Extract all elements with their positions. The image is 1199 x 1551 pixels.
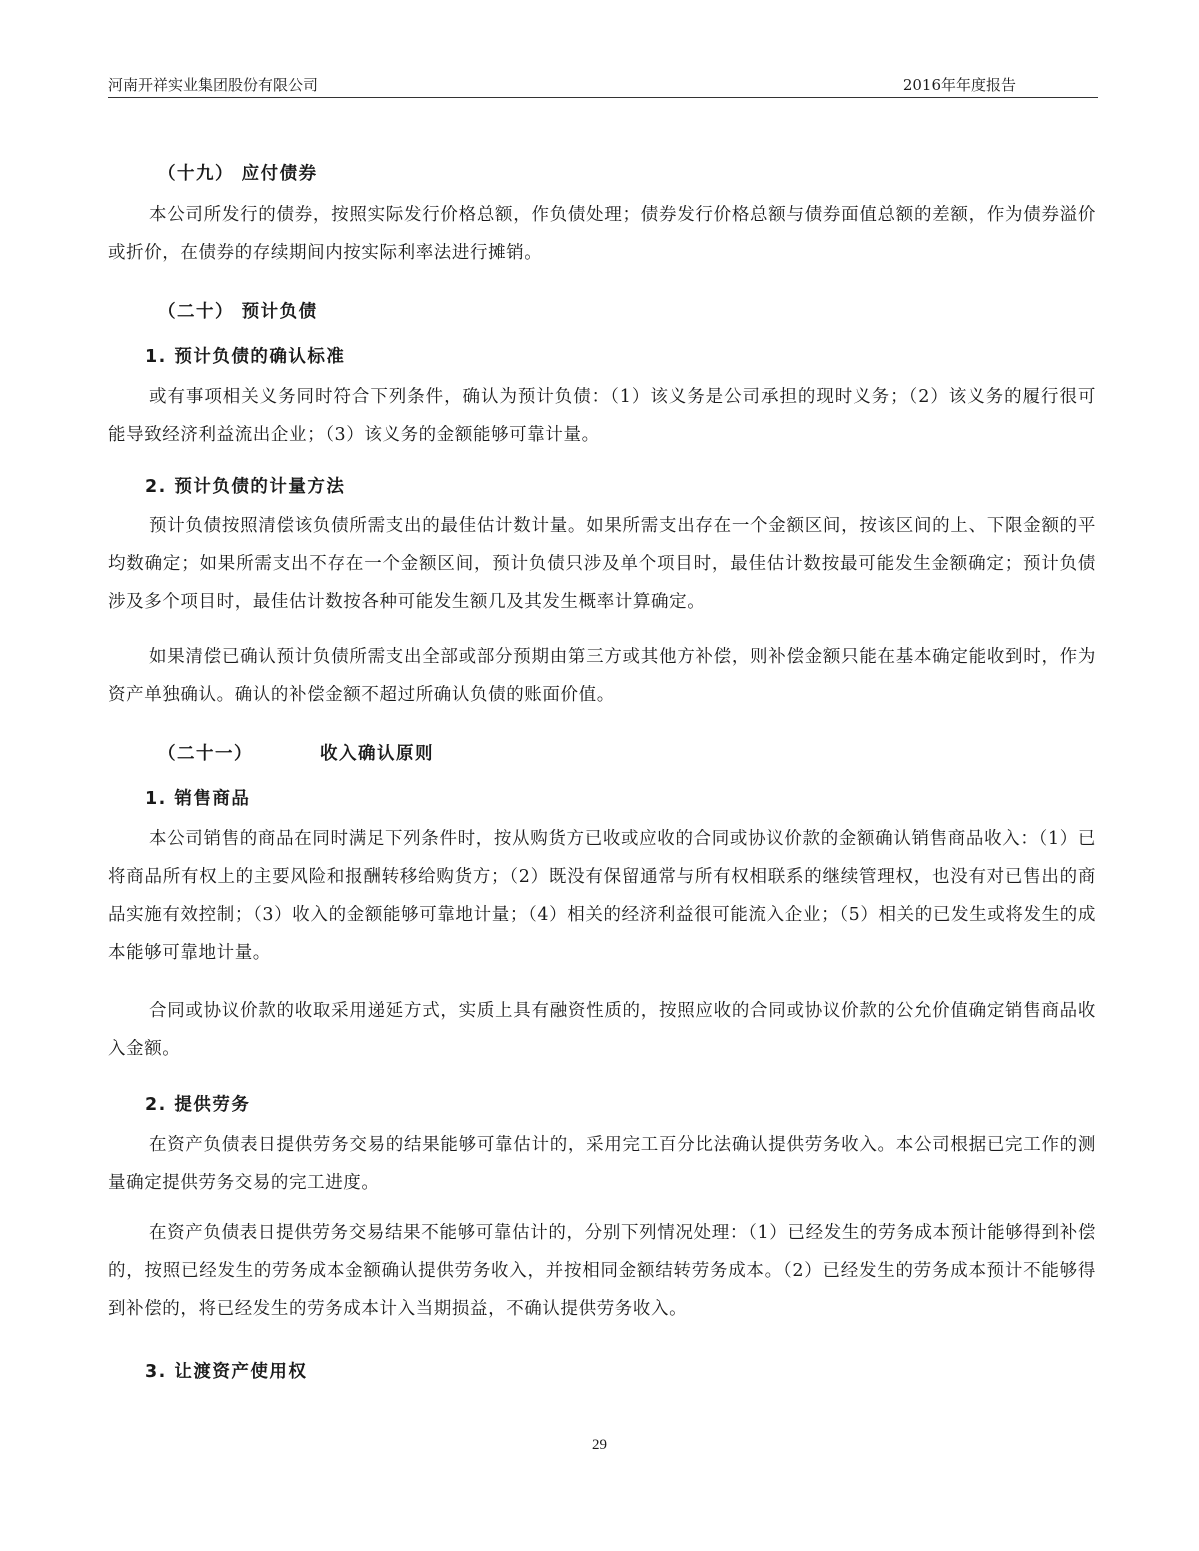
paragraph-services-unreliable: 在资产负债表日提供劳务交易结果不能够可靠估计的，分别下列情况处理：（1）已经发生的劳务成本预计能够得到补偿的，按照已经发生的劳务成本金额确认提供劳务收入，并按相同金额结转劳务成本。（2）已经发生的劳务成本预计不能够得到补偿的，将已经发生的劳务成本计入当期损益，不确认提供劳务收入。	[108, 1223, 1096, 1319]
paragraph-provision-recognition: 或有事项相关义务同时符合下列条件，确认为预计负债：（1）该义务是公司承担的现时义务；（2）该义务的履行很可能导致经济利益流出企业；（3）该义务的金额能够可靠计量。	[108, 387, 1096, 445]
paragraph-deferred-payment: 合同或协议价款的收取采用递延方式，实质上具有融资性质的，按照应收的合同或协议价款的公允价值确定销售商品收入金额。	[108, 1001, 1096, 1059]
report-title: 2016年年度报告	[902, 76, 1016, 94]
section-heading-provisions: （二十） 预计负债	[158, 302, 318, 322]
paragraph-provision-measurement: 预计负债按照清偿该负债所需支出的最佳估计数计量。如果所需支出存在一个金额区间，按该区间的上、下限金额的平均数确定；如果所需支出不存在一个金额区间，预计负债只涉及单个项目时，最佳估计数按最可能发生金额确定；预计负债涉及多个项目时，最佳估计数按各种可能发生额几及其发生概率计算确定。	[108, 516, 1096, 612]
subheading-provision-recognition: 1. 预计负债的确认标准	[145, 347, 346, 367]
paragraph-provision-compensation: 如果清偿已确认预计负债所需支出全部或部分预期由第三方或其他方补偿，则补偿金额只能在基本确定能收到时，作为资产单独确认。确认的补偿金额不超过所确认负债的账面价值。	[108, 647, 1096, 705]
subheading-sale-of-goods: 1. 销售商品	[145, 789, 251, 809]
paragraph-bonds-payable: 本公司所发行的债券，按照实际发行价格总额，作负债处理；债券发行价格总额与债券面值总额的差额，作为债券溢价或折价，在债券的存续期间内按实际利率法进行摊销。	[108, 205, 1096, 263]
company-name: 河南开祥实业集团股份有限公司	[108, 76, 319, 94]
subheading-provision-measurement: 2. 预计负债的计量方法	[145, 477, 346, 497]
subheading-rendering-services: 2. 提供劳务	[145, 1095, 251, 1115]
section-heading-bonds-payable: （十九） 应付债券	[158, 164, 318, 184]
paragraph-services-reliable: 在资产负债表日提供劳务交易的结果能够可靠估计的，采用完工百分比法确认提供劳务收入。本公司根据已完工作的测量确定提供劳务交易的完工进度。	[108, 1135, 1096, 1193]
page-header	[108, 74, 1098, 96]
subheading-right-of-use: 3. 让渡资产使用权	[145, 1362, 308, 1382]
section-heading-revenue: 收入确认原则	[320, 744, 434, 764]
page-number: 29	[592, 1437, 607, 1453]
paragraph-sale-of-goods: 本公司销售的商品在同时满足下列条件时，按从购货方已收或应收的合同或协议价款的金额确认销售商品收入：（1）已将商品所有权上的主要风险和报酬转移给购货方；（2）既没有保留通常与所有权相联系的继续管理权，也没有对已售出的商品实施有效控制；（3）收入的金额能够可靠地计量；（4）相关的经济利益很可能流入企业；（5）相关的已发生或将发生的成本能够可靠地计量。	[108, 829, 1096, 963]
section-heading-revenue-number: （二十一）	[158, 744, 253, 764]
header-divider	[108, 97, 1098, 98]
